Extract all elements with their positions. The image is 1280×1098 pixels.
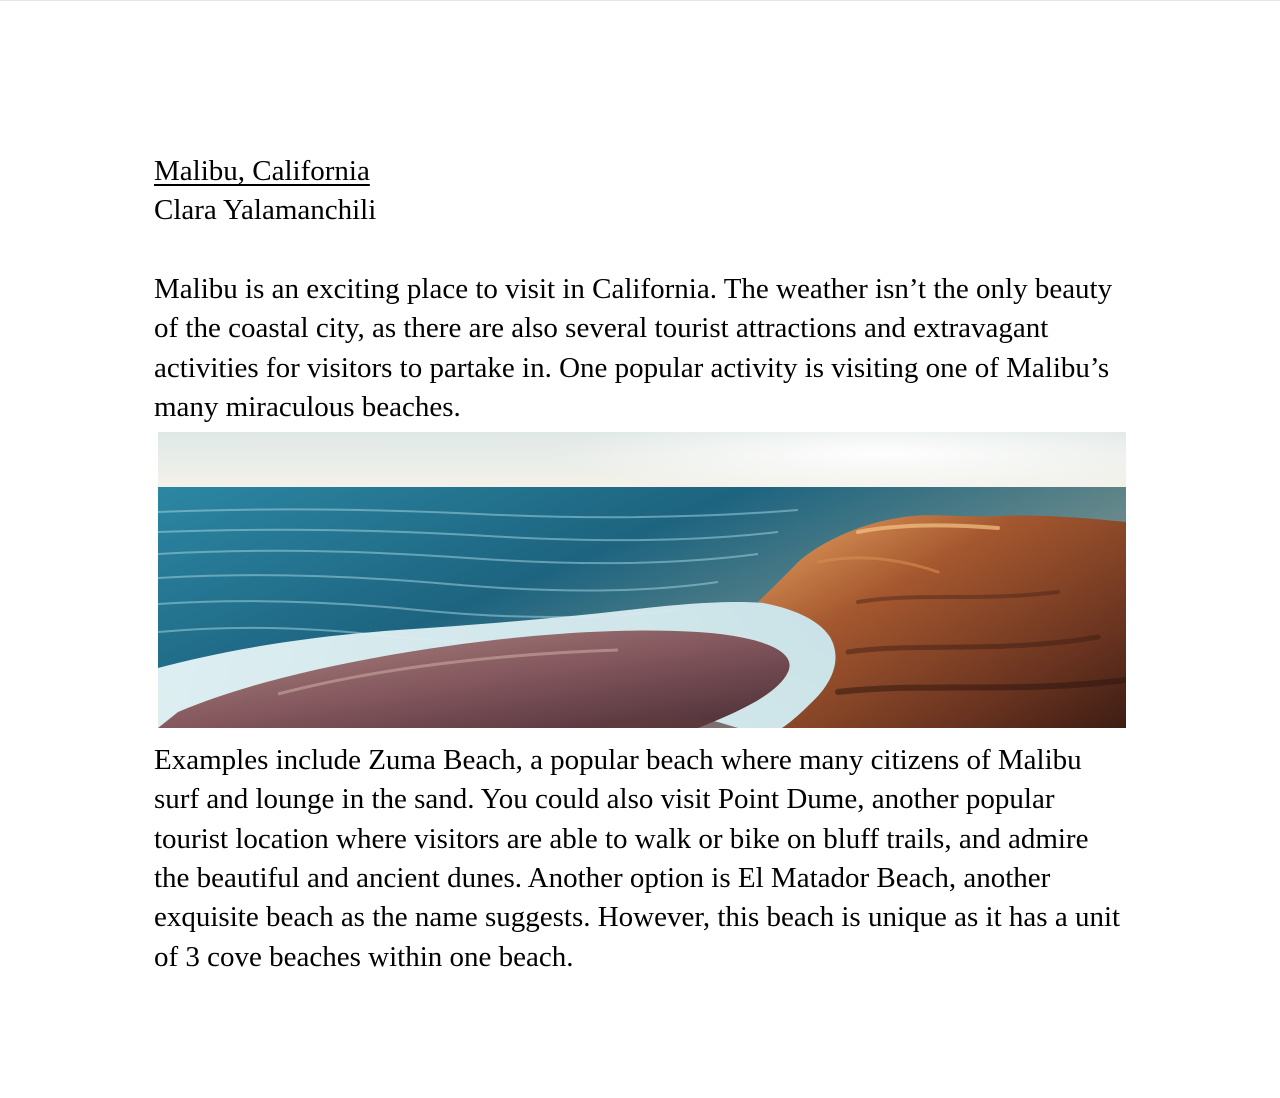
author-name: Clara Yalamanchili xyxy=(154,194,377,226)
paragraph-line: Malibu is an exciting place to visit in California. The weather isn’t the only beauty xyxy=(154,273,1113,305)
paragraph-line: surf and lounge in the sand. You could also visit Point Dume, another popular xyxy=(154,783,1055,816)
paragraph-line: Examples include Zuma Beach, a popular beach where many citizens of Malibu xyxy=(154,744,1082,777)
paragraph-line: activities for visitors to partake in. One popular activity is visiting one of Malibu’s xyxy=(154,351,1110,384)
document-title: Malibu, California xyxy=(154,155,370,187)
paragraph-examples xyxy=(154,741,1154,977)
paragraph-line: many miraculous beaches. xyxy=(154,390,461,423)
paragraph-line: tourist location where visitors are able to walk or bike on bluff trails, and admire xyxy=(154,822,1089,855)
paragraph-intro xyxy=(154,270,1154,427)
paragraph-line: of 3 cove beaches within one beach. xyxy=(154,940,574,973)
paragraph-line: of the coastal city, as there are also several tourist attractions and extravagant xyxy=(154,312,1049,345)
document-page xyxy=(154,152,1154,977)
paragraph-line: exquisite beach as the name suggests. However, this beach is unique as it has a unit xyxy=(154,901,1121,934)
paragraph-line: the beautiful and ancient dunes. Another option is El Matador Beach, another xyxy=(154,862,1051,895)
top-border xyxy=(0,0,1280,1)
beach-photo xyxy=(158,432,1126,728)
